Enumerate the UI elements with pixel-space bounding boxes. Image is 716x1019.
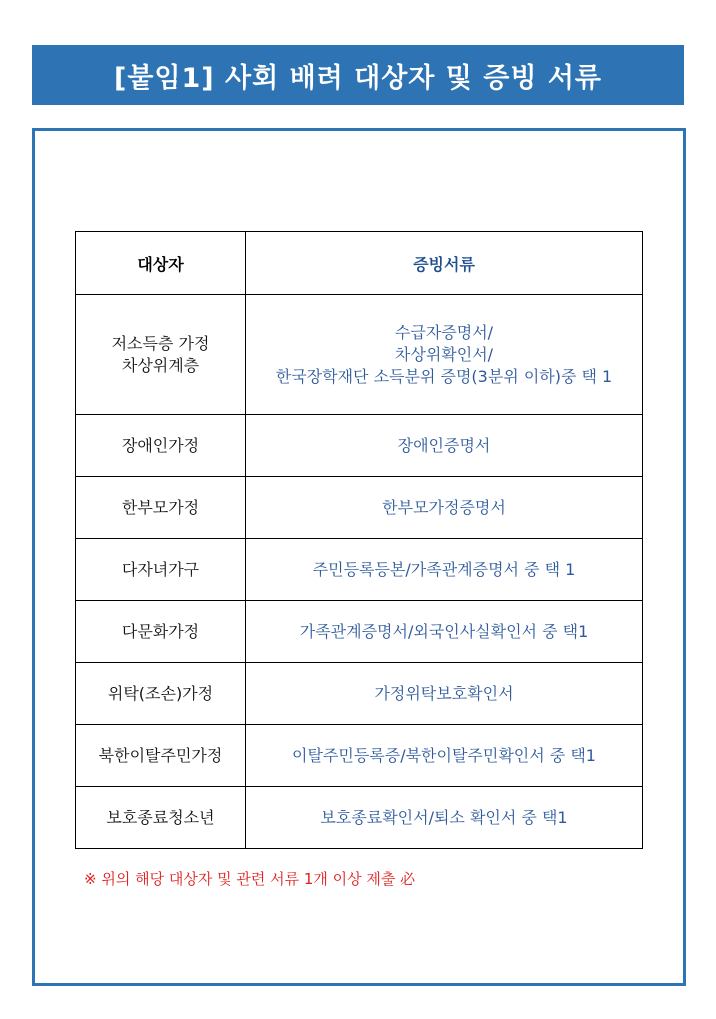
documents-cell: 장애인증명서 [246,415,643,477]
table-row [76,539,643,601]
target-cell: 한부모가정 [76,477,246,539]
documents-cell: 이탈주민등록증/북한이탈주민확인서 중 택1 [246,725,643,787]
header-documents: 증빙서류 [246,232,643,295]
target-cell: 다문화가정 [76,601,246,663]
target-cell: 다자녀가구 [76,539,246,601]
eligibility-table [75,231,643,849]
documents-cell: 수급자증명서/ 차상위확인서/ 한국장학재단 소득분위 증명(3분위 이하)중 택 1 [246,295,643,415]
documents-cell: 한부모가정증명서 [246,477,643,539]
submission-note: ※ 위의 해당 대상자 및 관련 서류 1개 이상 제출 必 [84,870,416,888]
target-cell: 저소득층 가정 차상위계층 [76,295,246,415]
documents-cell: 보호종료확인서/퇴소 확인서 중 택1 [246,787,643,849]
table-row [76,725,643,787]
documents-cell: 가족관계증명서/외국인사실확인서 중 택1 [246,601,643,663]
header-target: 대상자 [76,232,246,295]
table-row [76,415,643,477]
table-row [76,477,643,539]
target-cell: 북한이탈주민가정 [76,725,246,787]
page-title: [붙임1] 사회 배려 대상자 및 증빙 서류 [32,45,684,105]
target-cell: 위탁(조손)가정 [76,663,246,725]
target-cell: 보호종료청소년 [76,787,246,849]
table-row [76,601,643,663]
documents-cell: 주민등록등본/가족관계증명서 중 택 1 [246,539,643,601]
table-row [76,787,643,849]
table-row [76,295,643,415]
table-row [76,663,643,725]
documents-cell: 가정위탁보호확인서 [246,663,643,725]
target-cell: 장애인가정 [76,415,246,477]
table-header-row [76,232,643,295]
